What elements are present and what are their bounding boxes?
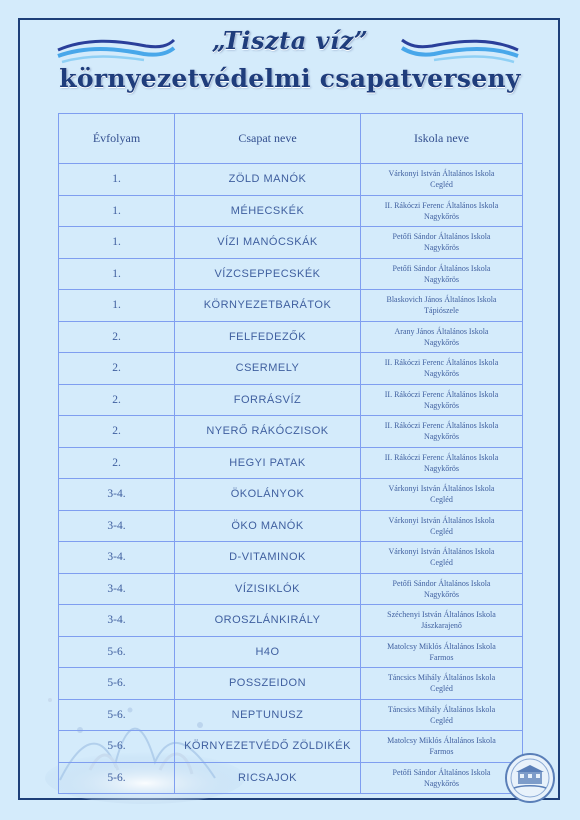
team-name-cell: CSERMELY [175, 353, 361, 385]
grade-cell: 5-6. [59, 668, 175, 700]
team-name-cell: H4O [175, 636, 361, 668]
team-name-cell: KÖRNYEZETVÉDŐ ZÖLDIKÉK [175, 731, 361, 763]
school-city: Nagykőrös [423, 211, 460, 221]
table-header-row [59, 114, 523, 164]
school-city: Nagykőrös [423, 337, 460, 347]
school-city: Tápiószele [424, 306, 459, 316]
table-row [59, 636, 523, 668]
team-name-cell: MÉHECSKÉK [175, 195, 361, 227]
table-row [59, 668, 523, 700]
team-name-cell: HEGYI PATAK [175, 447, 361, 479]
school-name: Várkonyi István Általános Iskola [388, 484, 495, 494]
school-cell [361, 636, 523, 668]
team-name-cell: ZÖLD MANÓK [175, 164, 361, 196]
table-row [59, 762, 523, 794]
school-cell [361, 573, 523, 605]
school-cell [361, 731, 523, 763]
school-city: Cegléd [430, 715, 453, 725]
school-name: II. Rákóczi Ferenc Általános Iskola [384, 421, 499, 431]
school-city: Nagykőrös [423, 589, 460, 599]
grade-cell: 2. [59, 353, 175, 385]
school-city: Nagykőrös [423, 463, 460, 473]
school-city: Cegléd [430, 684, 453, 694]
school-city: Cegléd [430, 495, 453, 505]
school-city: Nagykőrös [423, 400, 460, 410]
table-row [59, 447, 523, 479]
school-city: Nagykőrös [423, 432, 460, 442]
school-cell [361, 384, 523, 416]
team-name-cell: KÖRNYEZETBARÁTOK [175, 290, 361, 322]
school-name: Blaskovich János Általános Iskola [386, 295, 497, 305]
school-cell [361, 195, 523, 227]
table-row [59, 290, 523, 322]
team-name-cell: D-VITAMINOK [175, 542, 361, 574]
column-header-team: Csapat neve [175, 114, 361, 164]
school-name: Petőfi Sándor Általános Iskola [392, 578, 491, 588]
school-cell [361, 542, 523, 574]
school-city: Nagykőrös [423, 274, 460, 284]
grade-cell: 2. [59, 416, 175, 448]
school-cell [361, 290, 523, 322]
school-name: Táncsics Mihály Általános Iskola [387, 704, 496, 714]
school-name: Arany János Általános Iskola [394, 326, 489, 336]
school-city: Nagykőrös [423, 369, 460, 379]
grade-cell: 1. [59, 290, 175, 322]
table-row [59, 384, 523, 416]
school-name: Széchenyi István Általános Iskola [387, 610, 496, 620]
table-row [59, 510, 523, 542]
school-city: Cegléd [430, 180, 453, 190]
school-cell [361, 353, 523, 385]
table-row [59, 605, 523, 637]
team-name-cell: OROSZLÁNKIRÁLY [175, 605, 361, 637]
team-name-cell: ÖKO MANÓK [175, 510, 361, 542]
grade-cell: 1. [59, 164, 175, 196]
table-row [59, 479, 523, 511]
school-cell [361, 668, 523, 700]
table-row [59, 227, 523, 259]
table-row [59, 731, 523, 763]
school-name: Várkonyi István Általános Iskola [388, 547, 495, 557]
team-name-cell: VÍZCSEPPECSKÉK [175, 258, 361, 290]
grade-cell: 3-4. [59, 573, 175, 605]
school-name: Petőfi Sándor Általános Iskola [392, 767, 491, 777]
team-name-cell: VÍZI MANÓCSKÁK [175, 227, 361, 259]
grade-cell: 5-6. [59, 699, 175, 731]
school-city: Farmos [429, 652, 454, 662]
school-cell [361, 227, 523, 259]
school-logo [504, 752, 556, 804]
grade-cell: 1. [59, 195, 175, 227]
school-name: Matolcsy Miklós Általános Iskola [387, 736, 496, 746]
table-row [59, 321, 523, 353]
grade-cell: 2. [59, 384, 175, 416]
table-row [59, 542, 523, 574]
table-row [59, 353, 523, 385]
school-name: II. Rákóczi Ferenc Általános Iskola [384, 200, 499, 210]
grade-cell: 1. [59, 227, 175, 259]
team-name-cell: FORRÁSVÍZ [175, 384, 361, 416]
school-city: Nagykőrös [423, 778, 460, 788]
school-name: II. Rákóczi Ferenc Általános Iskola [384, 358, 499, 368]
team-name-cell: FELFEDEZŐK [175, 321, 361, 353]
table-row [59, 164, 523, 196]
school-cell [361, 447, 523, 479]
school-city: Cegléd [430, 526, 453, 536]
school-cell [361, 258, 523, 290]
team-name-cell: RICSAJOK [175, 762, 361, 794]
grade-cell: 5-6. [59, 731, 175, 763]
school-name: II. Rákóczi Ferenc Általános Iskola [384, 452, 499, 462]
school-cell [361, 479, 523, 511]
school-cell [361, 416, 523, 448]
teams-table [58, 113, 523, 794]
school-cell [361, 510, 523, 542]
team-name-cell: POSSZEIDON [175, 668, 361, 700]
school-cell [361, 699, 523, 731]
grade-cell: 2. [59, 447, 175, 479]
column-header-grade: Évfolyam [59, 114, 175, 164]
table-row [59, 699, 523, 731]
grade-cell: 3-4. [59, 542, 175, 574]
school-city: Nagykőrös [423, 243, 460, 253]
school-name: Matolcsy Miklós Általános Iskola [387, 641, 496, 651]
team-name-cell: NYERŐ RÁKÓCZISOK [175, 416, 361, 448]
column-header-school: Iskola neve [361, 114, 523, 164]
page-subtitle: környezetvédelmi csapatverseny [59, 64, 521, 93]
table-row [59, 573, 523, 605]
school-name: Táncsics Mihály Általános Iskola [387, 673, 496, 683]
grade-cell: 5-6. [59, 762, 175, 794]
school-cell [361, 762, 523, 794]
grade-cell: 3-4. [59, 510, 175, 542]
school-cell [361, 164, 523, 196]
school-city: Cegléd [430, 558, 453, 568]
table-row [59, 416, 523, 448]
page-title: „Tiszta víz” [211, 26, 369, 55]
grade-cell: 3-4. [59, 479, 175, 511]
table-row [59, 258, 523, 290]
team-name-cell: ÖKOLÁNYOK [175, 479, 361, 511]
school-name: Várkonyi István Általános Iskola [388, 515, 495, 525]
team-name-cell: NEPTUNUSZ [175, 699, 361, 731]
grade-cell: 5-6. [59, 636, 175, 668]
team-name-cell: VÍZISIKLÓK [175, 573, 361, 605]
school-name: II. Rákóczi Ferenc Általános Iskola [384, 389, 499, 399]
table-row [59, 195, 523, 227]
school-name: Petőfi Sándor Általános Iskola [392, 232, 491, 242]
grade-cell: 2. [59, 321, 175, 353]
school-cell [361, 605, 523, 637]
grade-cell: 3-4. [59, 605, 175, 637]
school-name: Petőfi Sándor Általános Iskola [392, 263, 491, 273]
school-name: Várkonyi István Általános Iskola [388, 169, 495, 179]
school-city: Jászkarajenő [421, 621, 462, 631]
school-city: Farmos [429, 747, 454, 757]
grade-cell: 1. [59, 258, 175, 290]
school-cell [361, 321, 523, 353]
